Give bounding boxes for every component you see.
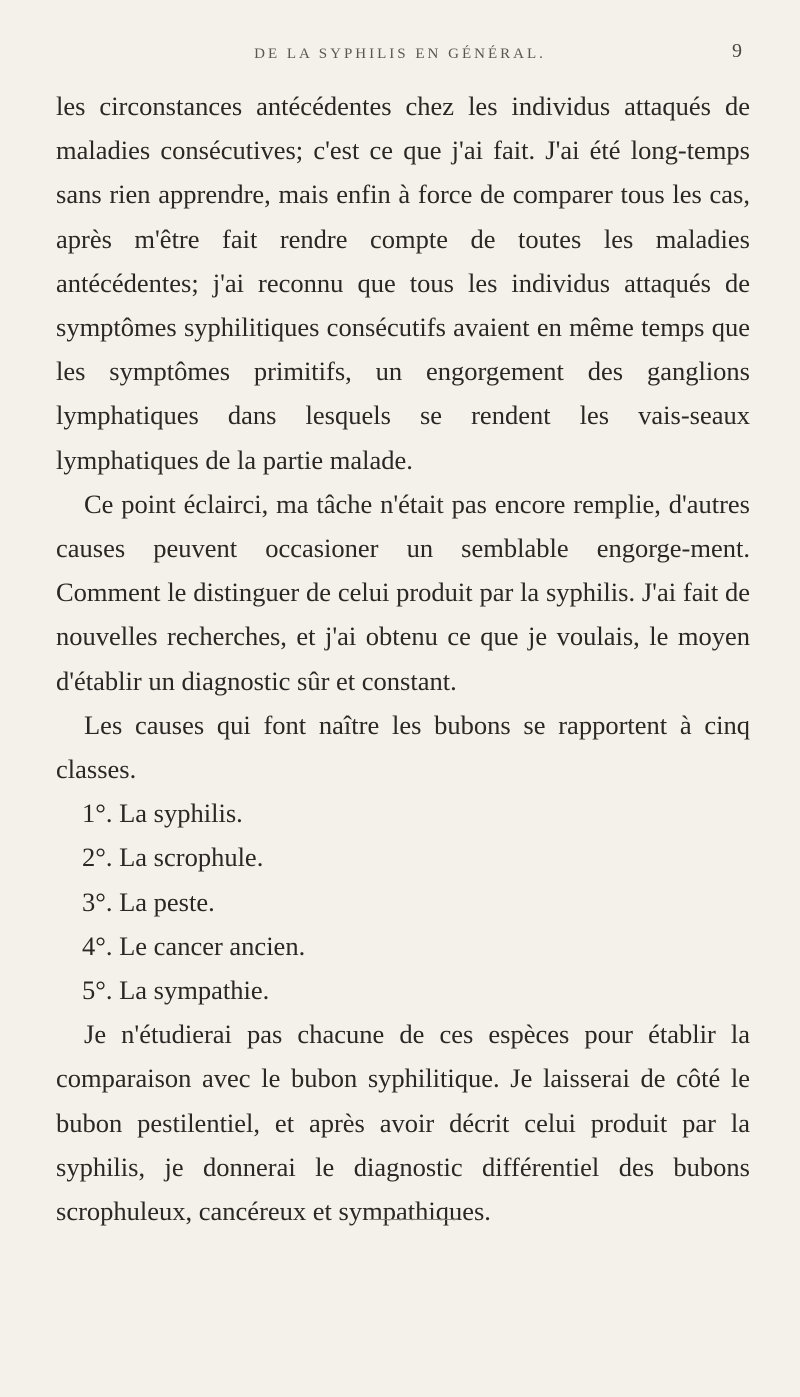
- list-item: 5°. La sympathie.: [82, 975, 270, 1006]
- paragraph-closing: Je n'étudierai pas chacune de ces espèces pour établir la comparaison avec le bubon syphilitique. Je laisserai de côté le bubon pestilentiel, et après avoir décrit celui produit par la syphilis, je donnerai le diagnostic différentiel des bubons scrophuleux, cancéreux et sympathiques.: [56, 1019, 750, 1227]
- paragraph-diagnostic: Ce point éclairci, ma tâche n'était pas encore remplie, d'autres causes peuvent occasioner un semblable engorge-ment. Comment le distinguer de celui produit par la syphilis. J'ai fait de nouvelles recherches, et j'ai obtenu ce que je voulais, le moyen d'établir un diagnostic sûr et constant.: [56, 488, 750, 696]
- section-divider: [370, 1219, 458, 1220]
- page-number: 9: [732, 40, 742, 62]
- body-text: [56, 84, 750, 1233]
- list-item: 4°. Le cancer ancien.: [82, 930, 306, 961]
- paragraph-causes-intro: Les causes qui font naître les bubons se rapportent à cinq classes.: [56, 709, 750, 785]
- paragraph-continuation: les circonstances antécédentes chez les individus attaqués de maladies consécutives; c'est ce que j'ai fait. J'ai été long-temps sans rien apprendre, mais enfin à force de comparer tous les cas, après m'être fait rendre compte de toutes les maladies antécédentes; j'ai reconnu que tous les individus attaqués de symptômes syphilitiques consécutifs avaient en même temps que les symptômes primitifs, un engorgement des ganglions lymphatiques dans lesquels se rendent les vais-seaux lymphatiques de la partie malade.: [56, 91, 750, 475]
- list-item: 1°. La syphilis.: [82, 798, 243, 829]
- list-item: 2°. La scrophule.: [82, 842, 264, 873]
- list-item: 3°. La peste.: [82, 886, 215, 917]
- running-title: DE LA SYPHILIS EN GÉNÉRAL.: [254, 46, 546, 62]
